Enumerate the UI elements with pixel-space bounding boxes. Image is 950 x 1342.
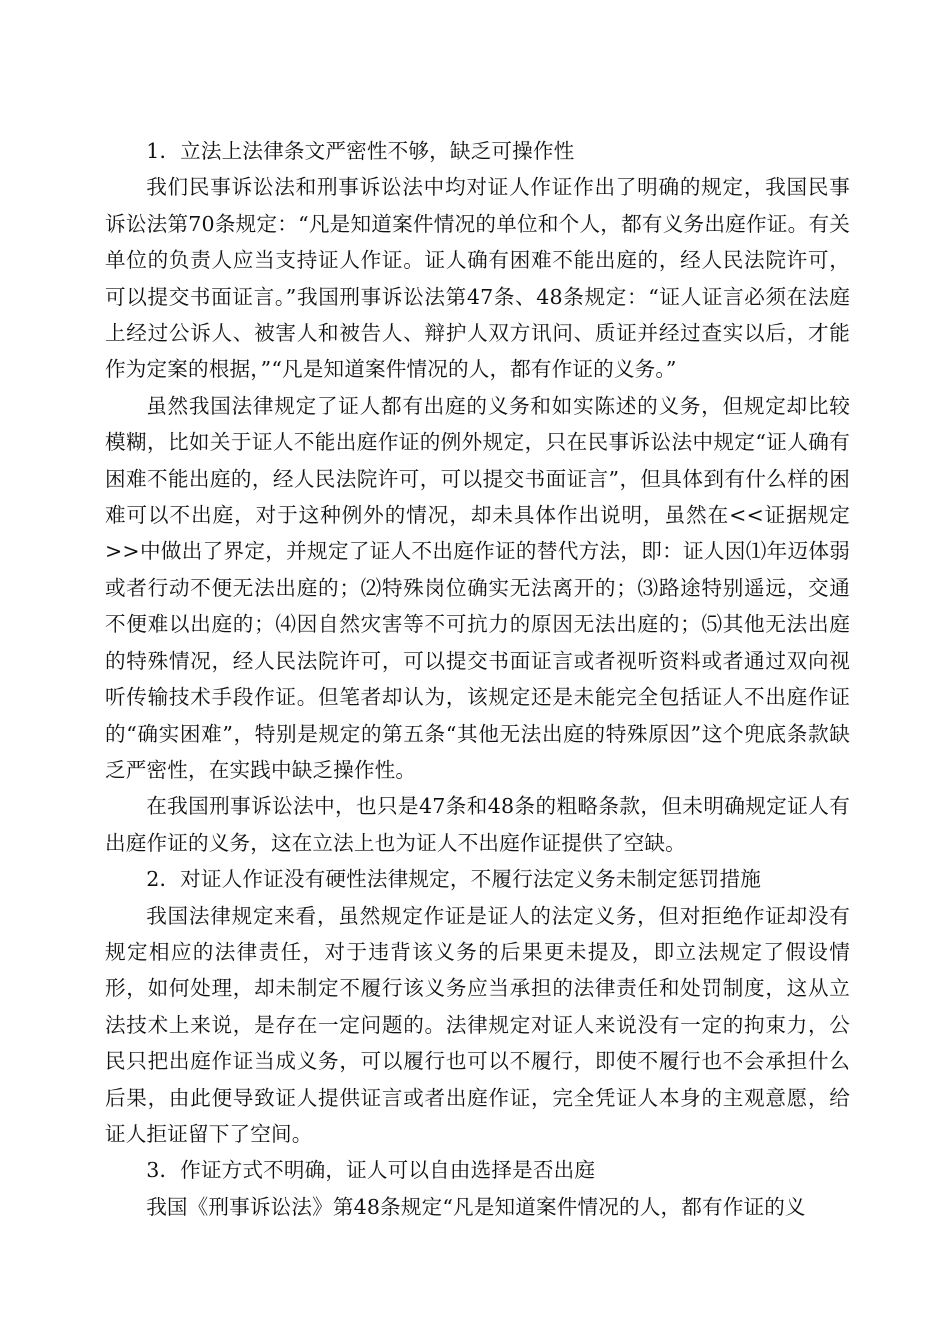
body-paragraph: 在我国刑事诉讼法中，也只是47条和48条的粗略条款，但未明确规定证人有出庭作证的义务，这在立法上也为证人不出庭作证提供了空缺。 bbox=[105, 794, 850, 855]
body-paragraph: 我国法律规定来看，虽然规定作证是证人的法定义务，但对拒绝作证却没有规定相应的法律责任，对于违背该义务的后果更未提及，即立法规定了假设情形，如何处理，却未制定不履行该义务应当承担的法律责任和处罚制度，这从立法技术上来说，是存在一定问题的。法律规定对证人来说没有一定的拘束力，公民只把出庭作证当成义务，可以履行也可以不履行，即使不履行也不会承担什么后果，由此便导致证人提供证言或者出庭作证，完全凭证人本身的主观意愿，给证人拒证留下了空间。 bbox=[105, 903, 850, 1146]
section-heading-2: 2．对证人作证没有硬性法律规定，不履行法定义务未制定惩罚措施 bbox=[146, 867, 762, 892]
body-paragraph: 我们民事诉讼法和刑事诉讼法中均对证人作证作出了明确的规定，我国民事诉讼法第70条规定：“凡是知道案件情况的单位和个人，都有义务出庭作证。有关单位的负责人应当支持证人作证。证人确有困难不能出庭的，经人民法院许可，可以提交书面证言。”我国刑事诉讼法第47条、48条规定：“证人证言必须在法庭上经过公诉人、被害人和被告人、辩护人双方讯问、质证并经过查实以后，才能作为定案的根据，”“凡是知道案件情况的人，都有作证的义务。” bbox=[105, 175, 850, 382]
document-page bbox=[105, 133, 850, 1225]
body-paragraph: 虽然我国法律规定了证人都有出庭的义务和如实陈述的义务，但规定却比较模糊，比如关于证人不能出庭作证的例外规定，只在民事诉讼法中规定“证人确有困难不能出庭的，经人民法院许可，可以提交书面证言”，但具体到有什么样的困难可以不出庭，对于这种例外的情况，却未具体作出说明，虽然在<<证据规定>>中做出了界定，并规定了证人不出庭作证的替代方法，即：证人因⑴年迈体弱或者行动不便无法出庭的；⑵特殊岗位确实无法离开的；⑶路途特别遥远，交通不便难以出庭的；⑷因自然灾害等不可抗力的原因无法出庭的；⑸其他无法出庭的特殊情况，经人民法院许可，可以提交书面证言或者视听资料或者通过双向视听传输技术手段作证。但笔者却认为，该规定还是未能完全包括证人不出庭作证的“确实困难”，特别是规定的第五条“其他无法出庭的特殊原因”这个兜底条款缺乏严密性，在实践中缺乏操作性。 bbox=[105, 393, 850, 782]
body-paragraph: 我国《刑事诉讼法》第48条规定“凡是知道案件情况的人，都有作证的义 bbox=[146, 1194, 806, 1219]
section-heading-3: 3．作证方式不明确，证人可以自由选择是否出庭 bbox=[146, 1158, 596, 1183]
section-heading-1: 1．立法上法律条文严密性不够，缺乏可操作性 bbox=[146, 139, 575, 163]
